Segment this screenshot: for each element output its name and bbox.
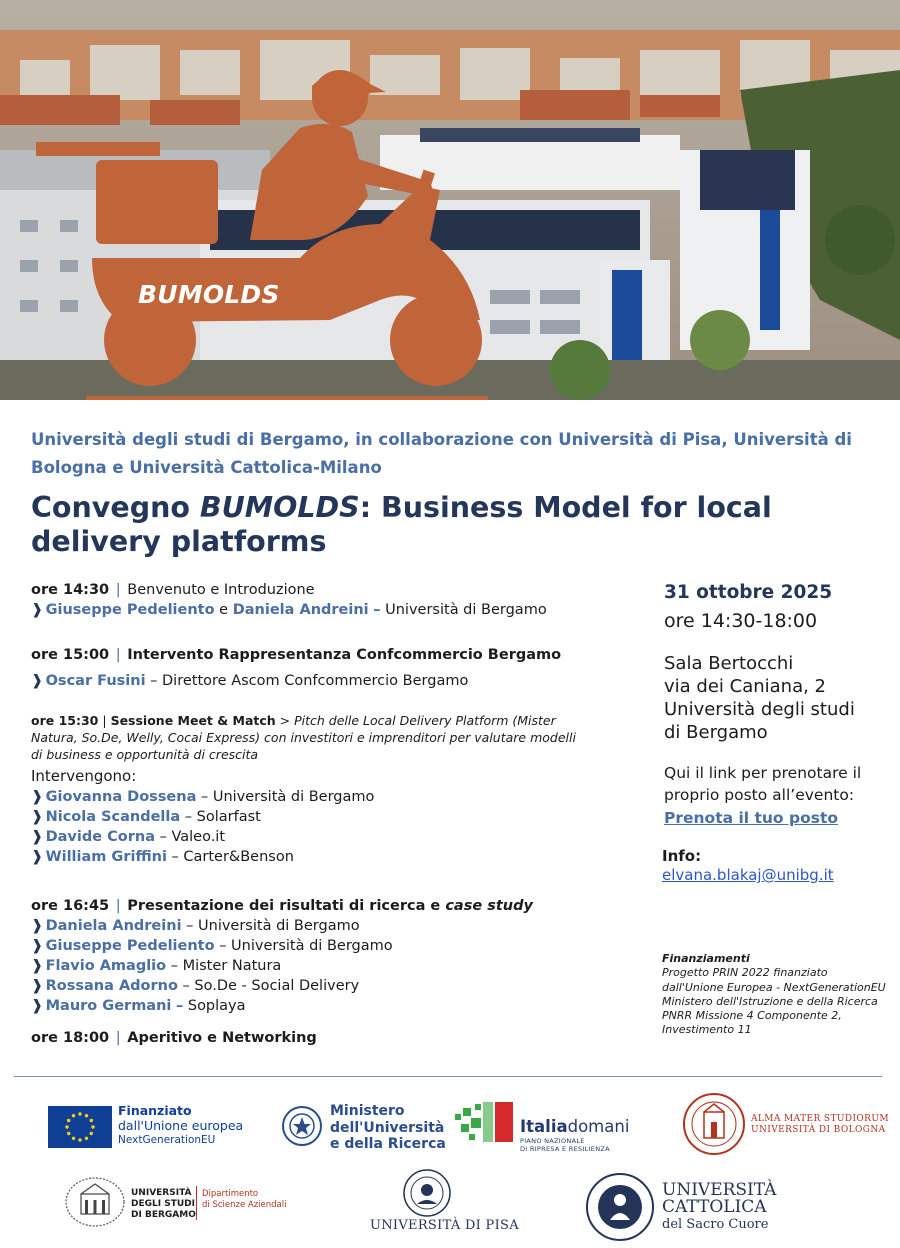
speaker-affiliation: Solarfast bbox=[196, 809, 261, 825]
unibg-divider bbox=[196, 1186, 197, 1220]
chevron-right-icon: ❱ bbox=[31, 809, 44, 825]
session-title-emphasis: case study bbox=[445, 898, 533, 914]
speaker-name: Giovanna Dossena bbox=[45, 789, 197, 805]
unipi-seal-icon bbox=[398, 1168, 456, 1218]
italiadomani-flag-icon bbox=[455, 1100, 517, 1152]
eu-logo-text bbox=[118, 1103, 243, 1148]
speaker-line bbox=[31, 956, 641, 976]
speaker-name: Oscar Fusini bbox=[45, 673, 146, 689]
chevron-right-icon: ❱ bbox=[31, 918, 44, 934]
separator: | bbox=[115, 647, 121, 663]
chevron-right-icon: ❱ bbox=[31, 829, 44, 845]
ucsc-line: del Sacro Cuore bbox=[662, 1217, 769, 1232]
funding-heading: Finanziamenti bbox=[662, 952, 750, 965]
chevron-right-icon: ❱ bbox=[31, 849, 44, 865]
organizers-line: Università degli studi di Bergamo, in collaborazione con Università di Pisa, Università di Bologna e Università Cattolica-Milano bbox=[31, 430, 852, 477]
unibo-seal-icon bbox=[682, 1092, 746, 1156]
speaker-name: Rossana Adorno bbox=[45, 978, 178, 994]
ucsc-logo-text bbox=[662, 1182, 776, 1233]
unibg-department bbox=[202, 1189, 286, 1211]
session-time: ore 15:30 bbox=[31, 713, 99, 728]
eu-line: dall'Unione europea bbox=[118, 1118, 244, 1133]
speaker-affiliation: Carter&Benson bbox=[183, 849, 294, 865]
unibg-seal-icon bbox=[64, 1176, 126, 1228]
speaker-name: Davide Corna bbox=[45, 829, 155, 845]
speaker-line bbox=[31, 827, 591, 847]
speaker-name: Giuseppe Pedeliento bbox=[45, 938, 215, 954]
unibo-logo-text bbox=[751, 1114, 889, 1136]
booking-text: Qui il link per prenotare il proprio posto all’evento: bbox=[664, 764, 862, 804]
event-date: 31 ottobre 2025 bbox=[664, 582, 833, 603]
conjunction: e bbox=[214, 602, 233, 618]
mur-line: Ministero bbox=[330, 1103, 405, 1119]
italiadomani-logo-text bbox=[520, 1117, 629, 1136]
chevron-right-icon: ❱ bbox=[31, 602, 44, 618]
dash: – bbox=[159, 829, 167, 845]
dash: – bbox=[176, 998, 184, 1014]
chevron-right-icon: ❱ bbox=[31, 938, 44, 954]
speaker-line bbox=[31, 996, 641, 1016]
ucsc-seal-icon bbox=[584, 1172, 656, 1242]
session-header bbox=[31, 1028, 641, 1048]
dash: – bbox=[200, 789, 209, 805]
info-email-link[interactable]: elvana.blakaj@unibg.it bbox=[662, 866, 834, 884]
session-title: Intervento Rappresentanza Confcommercio Bergamo bbox=[127, 647, 562, 663]
session-description: > Pitch delle Local Delivery Platform (Mister Natura, So.De, Welly, Cocai Express) con investitori e imprenditori per valutare modelli di business e opportunità di crescita bbox=[31, 713, 576, 762]
venue-block bbox=[664, 652, 879, 744]
hero-banner bbox=[0, 0, 900, 400]
mur-logo-text bbox=[330, 1103, 446, 1153]
venue-line: Università degli studi bbox=[664, 699, 855, 720]
speaker-affiliation: Soplaya bbox=[187, 998, 246, 1014]
speaker-line bbox=[31, 916, 641, 936]
event-details bbox=[664, 580, 879, 884]
speaker-name: Flavio Amaglio bbox=[45, 958, 167, 974]
session-title: Benvenuto e Introduzione bbox=[127, 582, 315, 598]
speaker-affiliation: Università di Bergamo bbox=[231, 938, 393, 954]
italiadomani-sub-line: DI RIPRESA E RESILIENZA bbox=[520, 1145, 610, 1153]
speaker-name: Giuseppe Pedeliento bbox=[45, 602, 215, 618]
unibg-line: DI BERGAMO bbox=[131, 1210, 196, 1220]
bumolds-wordmark: BUMOLDS bbox=[138, 280, 280, 309]
unibg-line: DEGLI STUDI bbox=[131, 1199, 195, 1209]
session-time: ore 14:30 bbox=[31, 582, 110, 598]
speaker-line bbox=[31, 671, 641, 691]
funding-line: Investimento 11 bbox=[662, 1023, 752, 1037]
unipi-logo-text: UNIVERSITÀ DI PISA bbox=[370, 1218, 519, 1233]
info-label: Info: bbox=[662, 847, 702, 865]
separator: | bbox=[115, 898, 121, 914]
title-acronym: BUMOLDS bbox=[199, 491, 360, 524]
funding-line: Progetto PRIN 2022 finanziato bbox=[662, 966, 828, 980]
speaker-line bbox=[31, 600, 641, 620]
dash: – bbox=[182, 978, 190, 994]
ucsc-line: CATTOLICA bbox=[662, 1197, 767, 1217]
dash: – bbox=[184, 809, 193, 825]
funding-line: PNRR Missione 4 Componente 2, bbox=[662, 1009, 842, 1023]
session-time: ore 18:00 bbox=[31, 1030, 110, 1046]
session-header bbox=[31, 645, 641, 665]
session-1530 bbox=[31, 712, 591, 867]
session-header bbox=[31, 712, 591, 763]
venue-line: di Bergamo bbox=[664, 722, 768, 743]
speaker-line bbox=[31, 847, 591, 867]
unibg-dept-line: Dipartimento bbox=[202, 1189, 259, 1199]
session-1500 bbox=[31, 645, 641, 691]
venue-line: Sala Bertocchi bbox=[664, 653, 794, 674]
delivery-scooter-illustration bbox=[0, 0, 900, 400]
session-1645 bbox=[31, 896, 641, 1016]
mur-line: dell'Università bbox=[330, 1119, 445, 1136]
dash: – bbox=[373, 602, 381, 618]
speaker-affiliation: So.De - Social Delivery bbox=[194, 978, 360, 994]
booking-link[interactable]: Prenota il tuo posto bbox=[664, 809, 839, 827]
unibg-line: UNIVERSITÀ bbox=[131, 1188, 192, 1198]
speaker-affiliation: Università di Bergamo bbox=[198, 918, 360, 934]
unibo-line: ALMA MATER STUDIORUM bbox=[751, 1114, 889, 1124]
speaker-name: Daniela Andreini bbox=[45, 918, 182, 934]
title-prefix: Convegno bbox=[31, 491, 200, 524]
chevron-right-icon: ❱ bbox=[31, 958, 44, 974]
dash: – bbox=[219, 938, 227, 954]
separator: | bbox=[115, 582, 121, 598]
funding-line: Ministero dell'Istruzione e della Ricerca bbox=[662, 994, 878, 1008]
funding-note bbox=[662, 952, 887, 1038]
speaker-name: Nicola Scandella bbox=[45, 809, 181, 825]
chevron-right-icon: ❱ bbox=[31, 998, 44, 1014]
italiadomani-subtitle bbox=[520, 1137, 610, 1153]
speaker-affiliation: Università di Bergamo bbox=[385, 602, 547, 618]
italiadomani-part2: domani bbox=[567, 1117, 630, 1136]
speaker-line bbox=[31, 936, 641, 956]
italiadomani-part1: Italia bbox=[520, 1117, 568, 1136]
session-time: ore 15:00 bbox=[31, 647, 110, 663]
ucsc-line: UNIVERSITÀ bbox=[662, 1180, 777, 1200]
speaker-line bbox=[31, 976, 641, 996]
page-title bbox=[31, 491, 871, 559]
speaker-affiliation: Direttore Ascom Confcommercio Bergamo bbox=[162, 673, 469, 689]
speaker-line bbox=[31, 807, 591, 827]
chevron-right-icon: ❱ bbox=[31, 673, 44, 689]
dash: – bbox=[186, 918, 194, 934]
dash: – bbox=[171, 849, 179, 865]
funding-line: dall'Unione Europea - NextGenerationEU bbox=[662, 980, 886, 994]
session-1430 bbox=[31, 580, 641, 620]
speaker-line bbox=[31, 787, 591, 807]
eu-flag-icon bbox=[48, 1106, 112, 1148]
unibo-line: UNIVERSITÀ DI BOLOGNA bbox=[751, 1125, 886, 1135]
unibg-logo-text bbox=[131, 1188, 196, 1221]
venue-line: via dei Caniana, 2 bbox=[664, 676, 826, 697]
separator: | bbox=[115, 1030, 121, 1046]
speaker-name: William Griffini bbox=[45, 849, 167, 865]
session-title: Presentazione dei risultati di ricerca e bbox=[127, 898, 446, 914]
speaker-affiliation: Mister Natura bbox=[182, 958, 282, 974]
separator: | bbox=[102, 713, 107, 728]
speaker-affiliation: Valeo.it bbox=[171, 829, 226, 845]
dash: – bbox=[170, 958, 178, 974]
session-header bbox=[31, 580, 641, 600]
speakers-label: Intervengono: bbox=[31, 767, 137, 785]
event-hours: ore 14:30-18:00 bbox=[664, 610, 818, 632]
dash: – bbox=[150, 673, 158, 689]
italian-republic-emblem-icon bbox=[280, 1104, 324, 1148]
italiadomani-sub-line: PIANO NAZIONALE bbox=[520, 1137, 585, 1145]
session-time: ore 16:45 bbox=[31, 898, 110, 914]
chevron-right-icon: ❱ bbox=[31, 789, 44, 805]
session-title: Aperitivo e Networking bbox=[127, 1030, 317, 1046]
eu-line: NextGenerationEU bbox=[118, 1134, 216, 1146]
session-title: Sessione Meet & Match bbox=[110, 713, 276, 728]
session-header bbox=[31, 896, 641, 916]
footer-divider bbox=[14, 1076, 882, 1077]
title-suffix: : Business Model for local delivery platforms bbox=[31, 491, 772, 558]
unibg-dept-line: di Scienze Aziendali bbox=[202, 1200, 287, 1210]
speaker-name: Mauro Germani bbox=[45, 998, 172, 1014]
session-1800 bbox=[31, 1028, 641, 1048]
speaker-name: Daniela Andreini bbox=[232, 602, 369, 618]
eu-line: Finanziato bbox=[118, 1103, 192, 1118]
mur-line: e della Ricerca bbox=[330, 1136, 446, 1152]
speaker-affiliation: Università di Bergamo bbox=[212, 789, 375, 805]
chevron-right-icon: ❱ bbox=[31, 978, 44, 994]
